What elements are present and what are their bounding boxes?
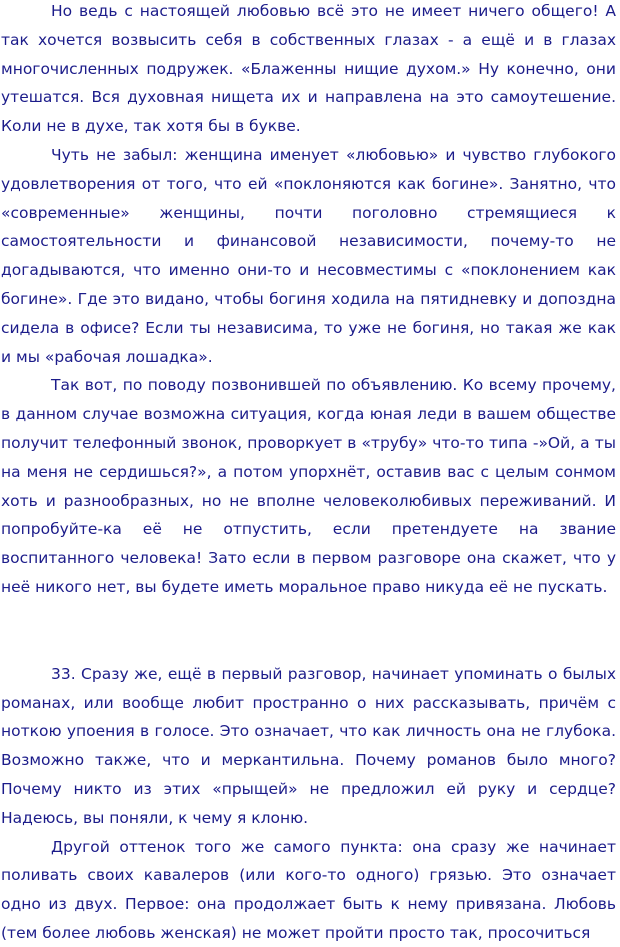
section-gap xyxy=(1,602,616,660)
paragraph-5: Другой оттенок того же самого пункта: она сразу же начинает поливать своих кавалеров (или кого-то одного) грязью. Это означает одно из двух. Первое: она продолжает быть к нему привязана. Любовь (тем более любовь женская) не может пройти просто так, просочиться xyxy=(1,837,616,942)
paragraph-3: Так вот, по поводу позвонившей по объявлению. Ко всему прочему, в данном случае возможна ситуация, когда юная леди в вашем обществе получит телефонный звонок, проворкует в «трубу» что-то типа -»Ой, а ты на меня не сердишься?», а потом упорхнёт, оставив вас с целым сонмом хоть и разнообразных, но не вполне человеколюбивых переживаний. И попробуйте-ка её не отпустить, если претендуете на звание воспитанного человека! Зато если в первом разговоре она скажет, что у неё никого нет, вы будете иметь моральное право никуда её не пускать. xyxy=(1,376,616,596)
paragraph-2: Чуть не забыл: женщина именует «любовью» и чувство глубокого удовлетворения от того, что ей «поклоняются как богине». Занятно, что «современные» женщины, почти поголовно стремящиеся к самостоятельности и финансовой независимости, почему-то не догадываются, что именно они-то и несовместимы с «поклонением как богине». Где это видано, чтобы богиня ходила на пятидневку и допоздна сидела в офисе? Если ты независима, то уже не богиня, но такая же как и мы «рабочая лошадка». xyxy=(1,145,616,366)
paragraph-4: 33. Сразу же, ещё в первый разговор, начинает упоминать о былых романах, или вообще любит пространно о них рассказывать, причём с ноткою упоения в голосе. Это означает, что как личность она не глубока. Возможно также, что и меркантильна. Почему романов было много? Почему никто из этих «прыщей» не предложил ей руку и сердце? Надеюсь, вы поняли, к чему я клоню. xyxy=(1,664,616,827)
paragraph-1: Но ведь с настоящей любовью всё это не имеет ничего общего! А так хочется возвысить себя в собственных глазах - а ещё и в глазах многочисленных подружек. «Блаженны нищие духом.» Ну конечно, они утешатся. Вся духовная нищета их и направлена на это самоутешение. Коли не в духе, так хотя бы в букве. xyxy=(1,2,616,136)
